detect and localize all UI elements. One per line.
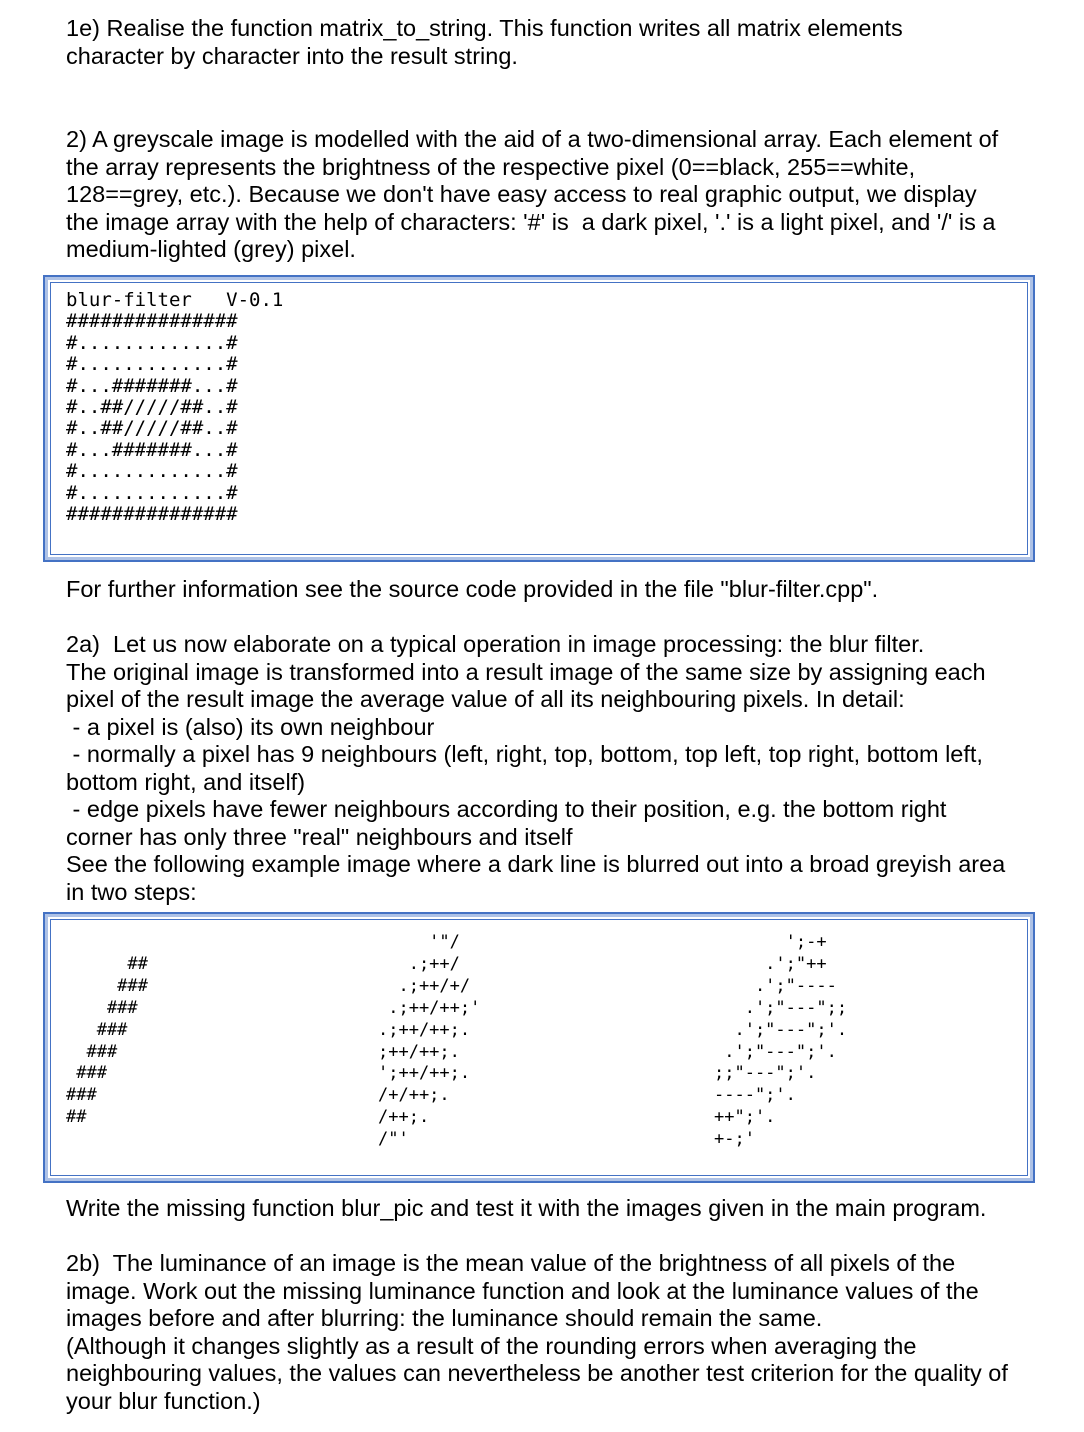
- art-row: ##: [66, 1107, 87, 1128]
- art-row: /"': [378, 1129, 409, 1150]
- text-line: - a pixel is (also) its own neighbour: [66, 713, 435, 740]
- text-line: neighbouring values, the values can nevertheless be another test criterion for the quality of: [66, 1360, 1008, 1386]
- text-line: the array represents the brightness of the respective pixel (0==black, 255==white,: [66, 153, 916, 180]
- section-2b: [66, 1250, 1041, 1415]
- text-line: 2a) Let us now elaborate on a typical operation in image processing: the blur filter.: [66, 631, 925, 657]
- text-line: Write the missing function blur_pic and test it with the images given in the main program.: [66, 1195, 987, 1221]
- art-row: ###: [66, 997, 138, 1018]
- text-line: pixel of the result image the average value of all its neighbouring pixels. In detail:: [66, 686, 905, 712]
- art-row: /++;.: [378, 1107, 430, 1128]
- blur-step-2: [714, 932, 847, 1151]
- write-missing-instruction: [66, 1195, 1041, 1223]
- art-row: ###: [66, 975, 148, 996]
- art-row: .;++/++;': [378, 997, 481, 1018]
- blur-step-0: [66, 932, 148, 1129]
- console-row: #.............#: [66, 460, 238, 483]
- text-line: See the following example image where a dark line is blurred out into a broad greyish area: [66, 851, 1006, 877]
- art-row: ';-+: [714, 932, 827, 952]
- console-row: #.............#: [66, 481, 238, 504]
- text-line: (Although it changes slightly as a result of the rounding errors when averaging the: [66, 1332, 917, 1359]
- blur-example-inner-border: [50, 919, 1028, 1176]
- art-row: ###: [66, 1019, 128, 1040]
- art-row: ;++/++;.: [378, 1041, 460, 1062]
- art-row: ';++/++;.: [378, 1063, 471, 1084]
- art-row: ;;"---";'.: [714, 1063, 817, 1084]
- console-row: #.............#: [66, 353, 238, 376]
- console-output-1: [66, 290, 283, 525]
- console-row: #...#######...#: [66, 374, 238, 397]
- text-line: medium-lighted (grey) pixel.: [66, 236, 356, 262]
- text-line: For further information see the source code provided in the file "blur-filter.cpp".: [66, 576, 879, 602]
- text-line: character by character into the result string.: [66, 42, 518, 69]
- text-line: your blur function.): [66, 1387, 261, 1414]
- art-row: .;++/+/: [378, 975, 471, 996]
- console-row: #..##/////##..#: [66, 396, 238, 419]
- art-row: .';"---";;: [714, 997, 848, 1018]
- further-info: [66, 576, 1041, 604]
- section-2: [66, 126, 1041, 264]
- text-line: 2b) The luminance of an image is the mean value of the brightness of all pixels of the: [66, 1250, 956, 1276]
- text-line: 2) A greyscale image is modelled with the aid of a two-dimensional array. Each element of: [66, 126, 999, 152]
- console-row: ###############: [66, 503, 238, 526]
- console-row: #..##/////##..#: [66, 417, 238, 440]
- section-1e: [66, 15, 1041, 70]
- blur-step-1: [378, 932, 480, 1151]
- console-header: blur-filter V-0.1: [66, 289, 284, 311]
- text-line: corner has only three "real" neighbours and itself: [66, 823, 573, 850]
- text-line: - edge pixels have fewer neighbours according to their position, e.g. the bottom right: [66, 796, 947, 822]
- section-2a: [66, 631, 1041, 906]
- art-row: /+/++;.: [378, 1085, 450, 1106]
- text-line: bottom right, and itself): [66, 768, 306, 795]
- text-line: The original image is transformed into a result image of the same size by assigning each: [66, 658, 986, 685]
- art-row: .';"---";'.: [714, 1019, 848, 1040]
- art-row: ###: [66, 1063, 107, 1084]
- art-row: .;++/: [378, 953, 460, 974]
- art-row: +-;': [714, 1129, 755, 1150]
- text-line: image. Work out the missing luminance function and look at the luminance values of the: [66, 1277, 979, 1304]
- art-row: ++";'.: [714, 1107, 776, 1128]
- art-row: .';"++: [714, 953, 827, 974]
- text-line: 1e) Realise the function matrix_to_string. This function writes all matrix elements: [66, 15, 903, 41]
- console-row: #.............#: [66, 331, 238, 354]
- art-row: .';"---";'.: [714, 1041, 837, 1062]
- art-row: ##: [66, 953, 148, 974]
- text-line: the image array with the help of characters: '#' is a dark pixel, '.' is a light pixel, and '/' is a: [66, 208, 996, 235]
- art-row: .;++/++;.: [378, 1019, 471, 1040]
- text-line: in two steps:: [66, 878, 197, 905]
- art-row: ----";'.: [714, 1085, 796, 1106]
- art-row: ###: [66, 1041, 118, 1062]
- text-line: 128==grey, etc.). Because we don't have easy access to real graphic output, we display: [66, 181, 977, 207]
- text-line: images before and after blurring: the luminance should remain the same.: [66, 1305, 823, 1331]
- blur-example-box: [43, 912, 1035, 1183]
- art-row: .';"----: [714, 975, 837, 996]
- console-row: #...#######...#: [66, 438, 238, 461]
- console-row: ###############: [66, 310, 238, 333]
- text-line: - normally a pixel has 9 neighbours (left, right, top, bottom, top left, top right, bottom left,: [66, 741, 983, 767]
- art-row: '"/: [378, 932, 460, 952]
- art-row: ###: [66, 1085, 97, 1106]
